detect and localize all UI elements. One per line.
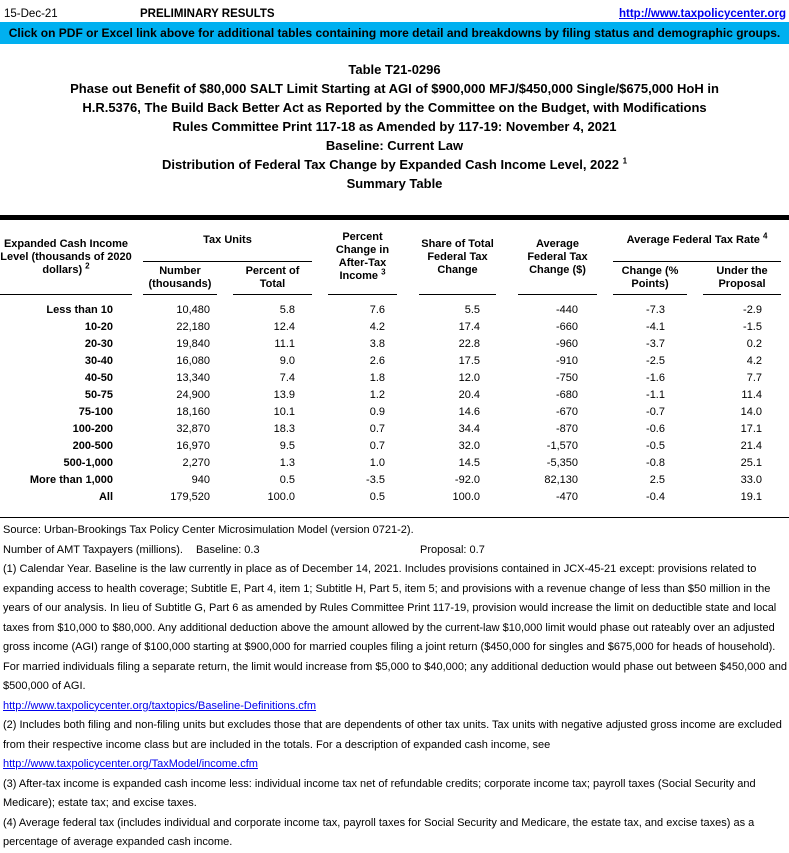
table-row [0, 302, 789, 319]
change-points-header-text: Change (% Points) [621, 265, 679, 290]
title-block [0, 60, 789, 193]
table-row [0, 353, 789, 370]
table-row [0, 336, 789, 353]
value-cell: -670 [555, 406, 578, 418]
table-row [0, 455, 789, 472]
footnote-4-marker: 4 [762, 231, 768, 241]
footnote-4: (4) Average federal tax (includes individual and corporate income tax, payroll taxes for Social Security and Medicare, the estate tax, and excise taxes) as a percentage of average expanded cash income. [3, 816, 755, 848]
value-cell: 0.7 [369, 440, 385, 452]
value-cell: -470 [555, 491, 578, 503]
value-cell: 16,080 [176, 355, 210, 367]
value-cell: -2.9 [743, 304, 762, 316]
value-cell: 12.0 [458, 372, 480, 384]
value-cell: -0.5 [646, 440, 665, 452]
value-cell: -2.5 [646, 355, 665, 367]
value-cell: 0.7 [369, 423, 385, 435]
income-level-cell: All [98, 491, 113, 503]
amt-baseline-value: Baseline: 0.3 [196, 543, 260, 556]
footnote-2-marker: 2 [85, 260, 90, 270]
value-cell: -870 [555, 423, 578, 435]
col-group-average-federal-tax-rate [613, 220, 781, 262]
number-header-text: Number (thousands) [148, 265, 212, 290]
info-banner [0, 22, 789, 44]
pct-change-header-text: Percent Change in After-Tax Income [335, 231, 390, 282]
value-cell: 0.5 [279, 474, 295, 486]
value-cell: -1.6 [646, 372, 665, 384]
footnote-3: (3) After-tax income is expanded cash income less: individual income tax net of refundable credits; corporate income tax; payroll taxes (Social Security and Medicare); estate tax; and excise taxes. [3, 777, 756, 809]
col-header-percent-of-total [233, 262, 312, 295]
table-row [0, 319, 789, 336]
value-cell: 13.9 [273, 389, 295, 401]
col-group-tax-units [143, 220, 312, 262]
income-level-cell: 500-1,000 [63, 457, 113, 469]
value-cell: 940 [191, 474, 210, 486]
col-header-share-of-total [419, 220, 496, 295]
value-cell: 14.5 [458, 457, 480, 469]
value-cell: 20.4 [458, 389, 480, 401]
value-cell: 5.8 [279, 304, 295, 316]
table-row [0, 370, 789, 387]
report-date: 15-Dec-21 [4, 8, 58, 20]
value-cell: -0.7 [646, 406, 665, 418]
value-cell: 11.4 [741, 389, 762, 401]
value-cell: 3.8 [369, 338, 385, 350]
value-cell: 33.0 [740, 474, 762, 486]
value-cell: 0.2 [746, 338, 762, 350]
col-header-under-proposal [703, 262, 781, 295]
value-cell: 18,160 [176, 406, 210, 418]
value-cell: 12.4 [273, 321, 295, 333]
value-cell: -0.8 [646, 457, 665, 469]
table-row [0, 472, 789, 489]
value-cell: -7.3 [646, 304, 665, 316]
value-cell: 25.1 [740, 457, 762, 469]
baseline-definitions-link[interactable]: http://www.taxpolicycenter.org/taxtopics/Baseline-Definitions.cfm [3, 699, 317, 712]
value-cell: 24,900 [176, 389, 210, 401]
income-level-cell: Less than 10 [46, 304, 113, 316]
value-cell: 11.1 [274, 338, 295, 350]
value-cell: 32.0 [458, 440, 480, 452]
col-header-average-change [518, 220, 597, 295]
amt-label: Number of AMT Taxpayers (millions). [3, 543, 183, 556]
value-cell: 21.4 [740, 440, 762, 452]
value-cell: -440 [555, 304, 578, 316]
col-header-income-level [0, 220, 132, 295]
value-cell: 2.5 [649, 474, 665, 486]
value-cell: 10,480 [176, 304, 210, 316]
baseline-title: Baseline: Current Law [325, 138, 464, 153]
value-cell: 100.0 [267, 491, 295, 503]
amt-proposal-value: Proposal: 0.7 [420, 543, 485, 556]
value-cell: 179,520 [170, 491, 210, 503]
value-cell: 22.8 [458, 338, 480, 350]
footnotes [0, 518, 789, 853]
table-body [0, 295, 789, 517]
value-cell: 7.4 [279, 372, 295, 384]
income-level-cell: 20-30 [84, 338, 113, 350]
value-cell: 19,840 [176, 338, 210, 350]
value-cell: -0.4 [646, 491, 665, 503]
value-cell: 32,870 [176, 423, 210, 435]
footnote-3-marker: 3 [381, 267, 386, 277]
summary-table-title: Summary Table [346, 176, 443, 191]
distribution-title [0, 155, 789, 174]
taxpolicycenter-link[interactable]: http://www.taxpolicycenter.org [619, 8, 786, 20]
income-level-cell: 40-50 [84, 372, 113, 384]
income-level-cell: 30-40 [84, 355, 113, 367]
value-cell: -4.1 [646, 321, 665, 333]
value-cell: 9.0 [279, 355, 295, 367]
value-cell: 1.0 [369, 457, 385, 469]
table-row [0, 404, 789, 421]
table-header [0, 220, 789, 295]
table-row [0, 421, 789, 438]
info-banner-text: Click on PDF or Excel link above for additional tables containing more detail and breakdowns by filing status and demographic groups. [8, 26, 781, 40]
value-cell: 100.0 [452, 491, 480, 503]
value-cell: -3.7 [646, 338, 665, 350]
income-level-cell: 10-20 [84, 321, 113, 333]
col-header-percent-change-ati [328, 220, 397, 295]
col-header-number-thousands [143, 262, 217, 295]
title-line-3: H.R.5376, The Build Back Better Act as Reported by the Committee on the Budget, with Modifications [82, 100, 707, 115]
value-cell: 0.9 [369, 406, 385, 418]
table-row [0, 438, 789, 455]
share-header-text: Share of Total Federal Tax Change [421, 237, 494, 276]
value-cell: -910 [555, 355, 578, 367]
income-level-cell: 100-200 [72, 423, 113, 435]
value-cell: 17.1 [740, 423, 762, 435]
value-cell: 1.8 [369, 372, 385, 384]
income-level-cell: 50-75 [84, 389, 113, 401]
value-cell: 14.6 [458, 406, 480, 418]
value-cell: 18.3 [273, 423, 295, 435]
preliminary-results-label: PRELIMINARY RESULTS [140, 8, 275, 20]
value-cell: -1,570 [546, 440, 578, 452]
value-cell: 17.4 [458, 321, 480, 333]
value-cell: -1.1 [646, 389, 665, 401]
value-cell: 4.2 [746, 355, 762, 367]
title-line-4: Rules Committee Print 117-18 as Amended by 117-19: November 4, 2021 [172, 119, 617, 134]
value-cell: -3.5 [366, 474, 385, 486]
value-cell: 9.5 [279, 440, 295, 452]
title-line-2: Phase out Benefit of $80,000 SALT Limit Starting at AGI of $900,000 MFJ/$450,000 Single/$675,000 HoH in [70, 81, 719, 96]
income-level-cell: 75-100 [78, 406, 113, 418]
income-level-cell: 200-500 [72, 440, 113, 452]
income-level-cell: More than 1,000 [29, 474, 113, 486]
value-cell: 13,340 [176, 372, 210, 384]
amt-taxpayers-note [3, 541, 787, 561]
distribution-title-text: Distribution of Federal Tax Change by Expanded Cash Income Level, 2022 [161, 157, 619, 172]
table-row [0, 489, 789, 506]
value-cell: 7.7 [746, 372, 762, 384]
value-cell: -92.0 [454, 474, 480, 486]
footnote-1: (1) Calendar Year. Baseline is the law currently in place as of December 14, 2021. Includes provisions contained in JCX-45-21 except: provisions related to expanding access to health coverage; Subtitle E, Part 4, item 1; Subtitle H, Part 5, item 5; and provisions with a revenue change of less than $50 million in the years of our analysis. In lieu of Subtitle G, Part 6 as amended by Rules Committee Print 117-19, provision would increase the limit on deductible state and local taxes from $10,000 to $80,000. Any additional deduction above the amount allowed by the current-law $10,000 limit would phase out rateably over an adjusted gross income (AGI) range of $100,000 starting at $900,000 for married couples filing a joint return ($450,000 for singles and $675,000 for heads of household). For married individuals filing a separate return, the limit would increase from $5,000 to $40,000; any additional deduction would phase out between $450,000 and $500,000 of AGI. [3, 563, 787, 692]
value-cell: 34.4 [458, 423, 480, 435]
top-bar [0, 0, 789, 22]
value-cell: 4.2 [369, 321, 385, 333]
col-header-change-points [613, 262, 687, 295]
footnote-2: (2) Includes both filing and non-filing units but excludes those that are dependents of other tax units. Tax units with negative adjusted gross income are excluded from their respective income class but are included in the totals. For a description of expanded cash income, see [3, 719, 782, 751]
income-definition-link[interactable]: http://www.taxpolicycenter.org/TaxModel/income.cfm [3, 758, 258, 770]
value-cell: -660 [555, 321, 578, 333]
source-note: Source: Urban-Brookings Tax Policy Center Microsimulation Model (version 0721-2). [3, 524, 414, 536]
value-cell: 10.1 [273, 406, 295, 418]
value-cell: 2.6 [369, 355, 385, 367]
value-cell: -680 [555, 389, 578, 401]
value-cell: 17.5 [458, 355, 480, 367]
value-cell: -960 [555, 338, 578, 350]
value-cell: 7.6 [369, 304, 385, 316]
value-cell: 0.5 [369, 491, 385, 503]
value-cell: -1.5 [743, 321, 762, 333]
value-cell: 22,180 [176, 321, 210, 333]
value-cell: 5.5 [464, 304, 480, 316]
percent-of-total-header-text: Percent of Total [245, 265, 300, 290]
value-cell: -0.6 [646, 423, 665, 435]
income-header-text: Expanded Cash Income Level (thousands of 2020 dollars) [0, 237, 132, 276]
table-row [0, 387, 789, 404]
value-cell: 19.1 [740, 491, 762, 503]
value-cell: 82,130 [544, 474, 578, 486]
footnote-1-marker: 1 [622, 156, 628, 166]
value-cell: 1.2 [369, 389, 385, 401]
avg-change-header-text: Average Federal Tax Change ($) [527, 237, 588, 276]
under-proposal-header-text: Under the Proposal [716, 265, 768, 290]
value-cell: -750 [555, 372, 578, 384]
value-cell: -5,350 [546, 457, 578, 469]
value-cell: 16,970 [176, 440, 210, 452]
table-number-title: Table T21-0296 [348, 62, 441, 77]
value-cell: 2,270 [182, 457, 210, 469]
value-cell: 1.3 [279, 457, 295, 469]
aftr-group-text: Average Federal Tax Rate [626, 234, 760, 246]
tax-units-group-text: Tax Units [203, 234, 252, 246]
summary-table [0, 215, 789, 517]
value-cell: 14.0 [740, 406, 762, 418]
